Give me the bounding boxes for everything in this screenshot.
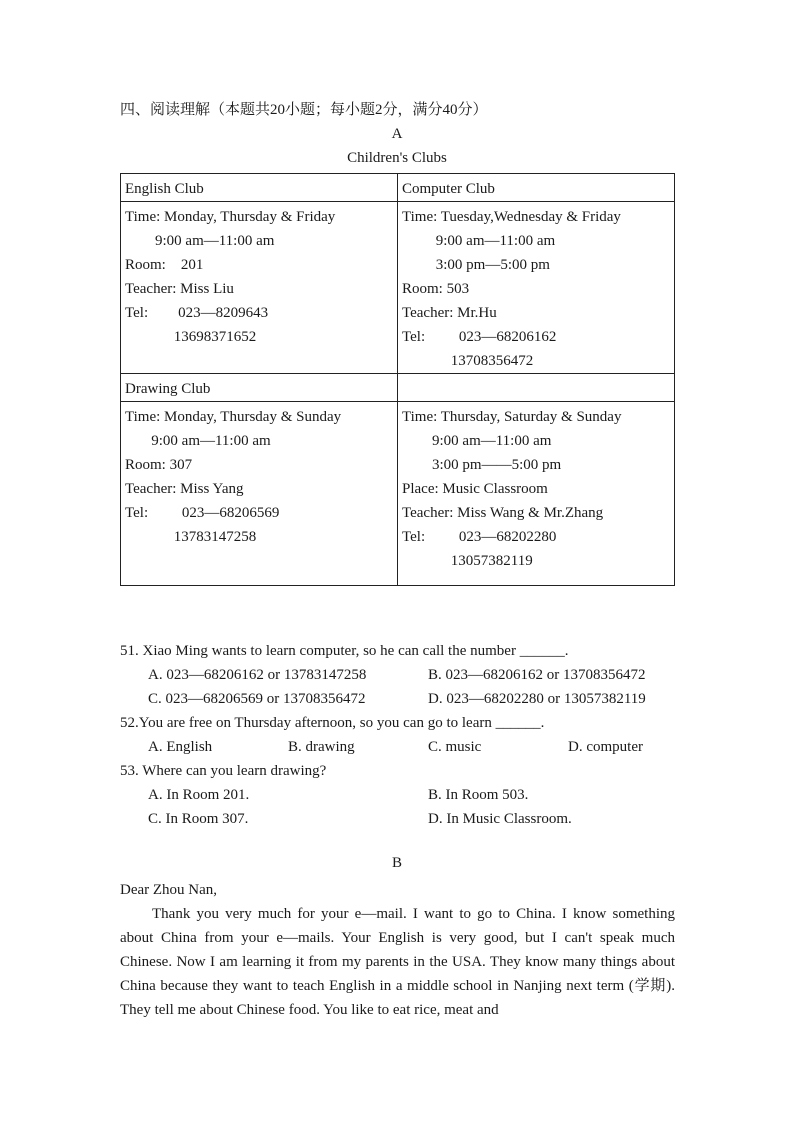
question-51-options bbox=[120, 687, 680, 711]
club-detail-line: 13708356472 bbox=[402, 353, 534, 369]
option-c: C. music bbox=[428, 739, 482, 755]
option-c: C. In Room 307. bbox=[148, 811, 249, 827]
part-a-label: A bbox=[391, 126, 403, 142]
club-detail-line: Teacher: Miss Liu bbox=[125, 281, 234, 297]
question-51-options bbox=[120, 663, 680, 687]
club-detail-line: 9:00 am—11:00 am bbox=[125, 433, 271, 449]
club-detail-line: Time: Tuesday,Wednesday & Friday bbox=[402, 209, 621, 225]
club-detail-line: Place: Music Classroom bbox=[402, 481, 548, 497]
club-detail-line: Room: 503 bbox=[402, 281, 470, 297]
computer-club-header: Computer Club bbox=[398, 174, 675, 202]
club-detail-line: Time: Monday, Thursday & Sunday bbox=[125, 409, 342, 425]
club-detail-line: 3:00 pm—5:00 pm bbox=[402, 257, 550, 273]
option-b: B. In Room 503. bbox=[428, 787, 529, 803]
questions-section bbox=[120, 639, 680, 831]
letter-greeting: Dear Zhou Nan, bbox=[120, 882, 218, 898]
option-b: B. 023—68206162 or 13708356472 bbox=[428, 667, 646, 683]
music-club-header bbox=[398, 374, 675, 402]
option-d: D. 023—68202280 or 13057382119 bbox=[428, 691, 646, 707]
club-detail-line: Room: 307 bbox=[125, 457, 193, 473]
drawing-club-header: Drawing Club bbox=[121, 374, 398, 402]
club-detail-line: 9:00 am—11:00 am bbox=[402, 433, 552, 449]
club-detail-line: Time: Monday, Thursday & Friday bbox=[125, 209, 336, 225]
letter-passage bbox=[120, 878, 675, 1022]
club-detail-line: Teacher: Miss Wang & Mr.Zhang bbox=[402, 505, 604, 521]
question-52-options bbox=[120, 735, 680, 759]
club-detail-line: Tel: 023—68202280 bbox=[402, 529, 557, 545]
club-detail-line: 9:00 am—11:00 am bbox=[402, 233, 556, 249]
club-detail-line: 3:00 pm——5:00 pm bbox=[402, 457, 562, 473]
question-51: 51. Xiao Ming wants to learn computer, so he can call the number ______. bbox=[120, 643, 569, 659]
drawing-club-details bbox=[121, 402, 398, 586]
option-c: C. 023—68206569 or 13708356472 bbox=[148, 691, 366, 707]
clubs-table bbox=[120, 173, 675, 586]
club-detail-line: Room: 201 bbox=[125, 257, 204, 273]
club-detail-line: 9:00 am—11:00 am bbox=[125, 233, 275, 249]
club-detail-line: Teacher: Miss Yang bbox=[125, 481, 244, 497]
option-b: B. drawing bbox=[288, 739, 355, 755]
option-d: D. In Music Classroom. bbox=[428, 811, 572, 827]
club-detail-line: Tel: 023—8209643 bbox=[125, 305, 269, 321]
option-a: A. 023—68206162 or 13783147258 bbox=[148, 667, 367, 683]
club-detail-line: Tel: 023—68206569 bbox=[125, 505, 280, 521]
question-53-options bbox=[120, 783, 680, 807]
club-detail-line: Tel: 023—68206162 bbox=[402, 329, 557, 345]
club-detail-line: 13698371652 bbox=[125, 329, 257, 345]
club-detail-line: Teacher: Mr.Hu bbox=[402, 305, 497, 321]
english-club-header: English Club bbox=[121, 174, 398, 202]
computer-club-details bbox=[398, 202, 675, 374]
music-club-details bbox=[398, 402, 675, 586]
question-53-options bbox=[120, 807, 680, 831]
option-a: A. English bbox=[148, 739, 213, 755]
english-club-details bbox=[121, 202, 398, 374]
section-heading: 四、阅读理解（本题共20小题；每小题2分，满分40分） bbox=[120, 102, 488, 118]
question-52: 52.You are free on Thursday afternoon, so you can go to learn ______. bbox=[120, 715, 545, 731]
option-a: A. In Room 201. bbox=[148, 787, 250, 803]
club-detail-line: Time: Thursday, Saturday & Sunday bbox=[402, 409, 622, 425]
option-d: D. computer bbox=[568, 739, 643, 755]
letter-paragraph: Thank you very much for your e—mail. I want to go to China. I know something about China from your e—mails. Your English is very good, but I can't speak much Chinese. Now I am learning it from my parents in the USA. They know many things about China because they want to teach English in a middle school in Nanjing next term (学期). They tell me about Chinese food. You like to eat rice, meat and bbox=[120, 906, 675, 1018]
club-detail-line: 13783147258 bbox=[125, 529, 257, 545]
club-detail-line: 13057382119 bbox=[402, 553, 533, 569]
table-title: Children's Clubs bbox=[347, 150, 447, 166]
part-b-label: B bbox=[391, 855, 402, 871]
question-53: 53. Where can you learn drawing? bbox=[120, 763, 327, 779]
